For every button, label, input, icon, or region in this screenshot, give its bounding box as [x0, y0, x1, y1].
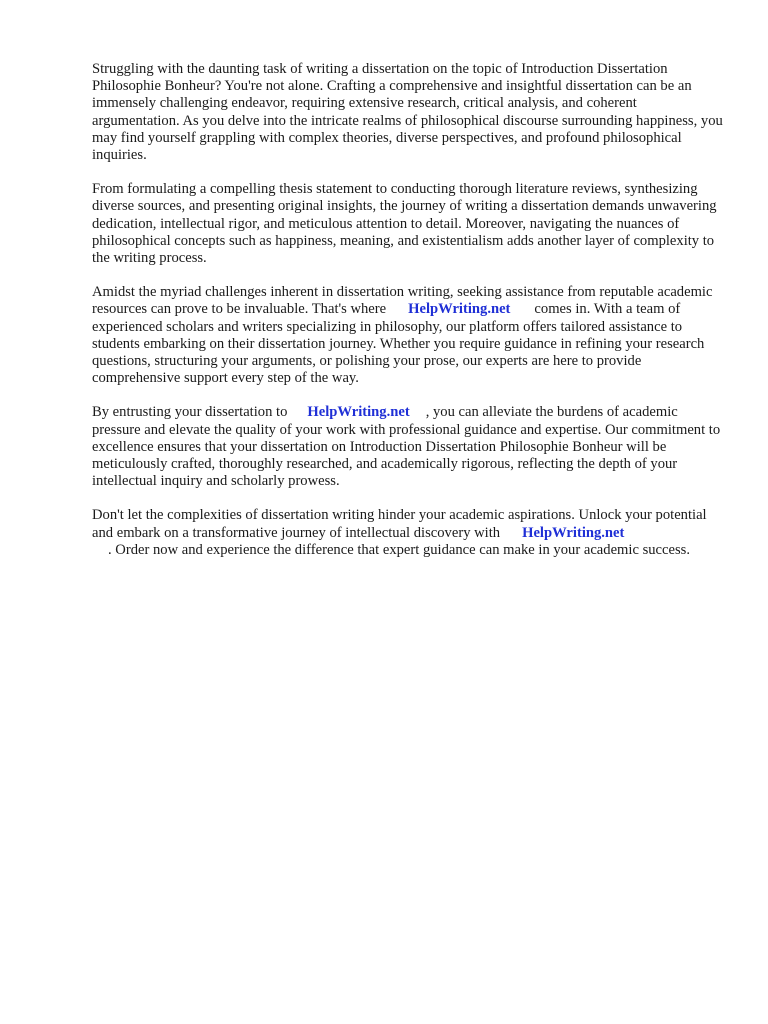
paragraph-challenges-text: From formulating a compelling thesis statement to conducting thorough literature reviews, synthesizing diverse sources, and presenting original insights, the journey of writing a dissertation demands unwavering dedication, intellectual rigor, and meticulous attention to detail. Moreover, navigating the nuances of philosophical concepts such as happiness, meaning, and existentialism adds another layer of complexity to the writing process. [92, 181, 717, 267]
paragraph-intro [92, 61, 728, 164]
paragraph-closing [92, 507, 728, 559]
paragraph-closing-text-before: Don't let the complexities of dissertation writing hinder your academic aspirations. Unlock your potential and embark on a transformative journey of intellectual discovery with [92, 507, 707, 541]
paragraph-entrusting [92, 404, 728, 490]
paragraph-entrusting-text-before: By entrusting your dissertation to [92, 404, 288, 421]
paragraph-closing-text-after: . Order now and experience the difference that expert guidance can make in your academic success. [108, 541, 690, 558]
paragraph-entrusting-text-after: , you can alleviate the burdens of academic pressure and elevate the quality of your work with professional guidance and expertise. Our commitment to excellence ensures that your dissertation on Introduction Dissertation Philosophie Bonheur will be meticulously crafted, thoroughly researched, and academically rigorous, reflecting the depth of your intellectual inquiry and scholarly prowess. [92, 404, 721, 490]
helpwriting-link[interactable]: HelpWriting.net [408, 301, 511, 318]
paragraph-assistance-text-after: comes in. With a team of experienced scholars and writers specializing in philosophy, our platform offers tailored assistance to students embarking on their dissertation journey. Whether you require guidance in refining your research questions, structuring your arguments, or polishing your prose, our experts are here to provide comprehensive support every step of the way. [92, 301, 705, 387]
helpwriting-link[interactable]: HelpWriting.net [307, 404, 410, 421]
helpwriting-link[interactable]: HelpWriting.net [522, 524, 625, 541]
document-page [92, 61, 728, 576]
paragraph-assistance [92, 284, 728, 387]
paragraph-assistance-text-before: Amidst the myriad challenges inherent in dissertation writing, seeking assistance from reputable academic resources can prove to be invaluable. That's where [92, 284, 713, 318]
paragraph-intro-text: Struggling with the daunting task of writing a dissertation on the topic of Introduction Dissertation Philosophie Bonheur? You're not alone. Crafting a comprehensive and insightful dissertation can be an immensely challenging endeavor, requiring extensive research, critical analysis, and coherent argumentation. As you delve into the intricate realms of philosophical discourse surrounding happiness, you may find yourself grappling with complex theories, diverse perspectives, and profound philosophical inquiries. [92, 61, 723, 164]
paragraph-challenges [92, 181, 728, 267]
